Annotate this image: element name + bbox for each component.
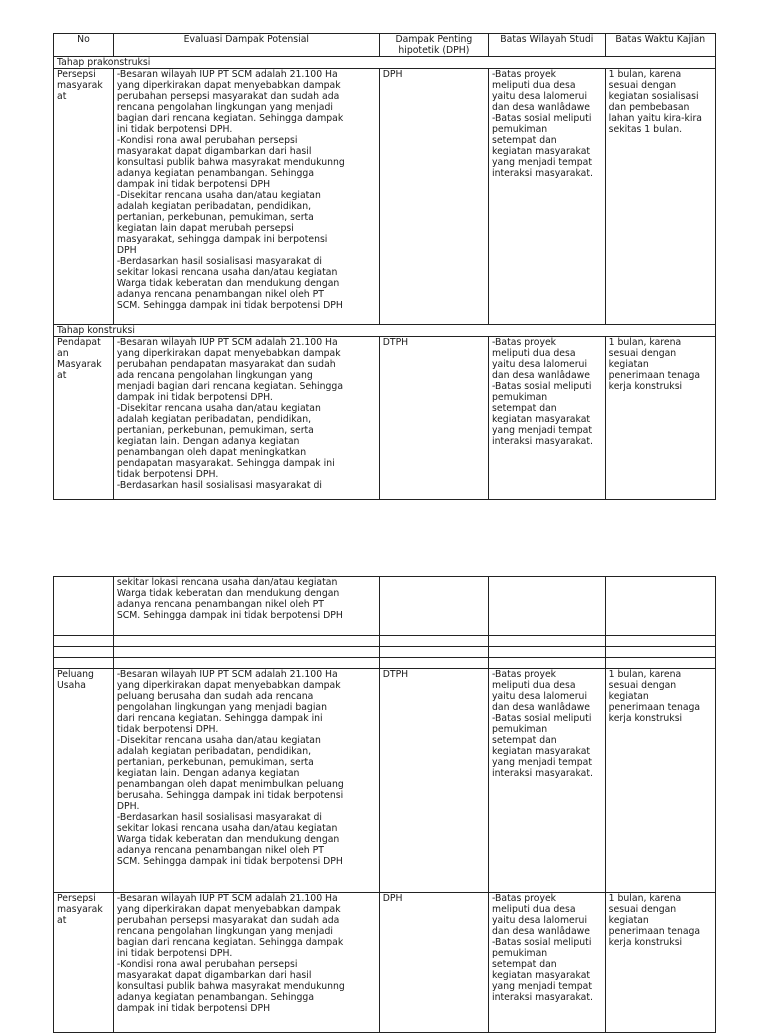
table-row bbox=[54, 577, 716, 636]
row-batas-wilayah bbox=[489, 577, 606, 636]
row-batas-wilayah: -Batas proyek meliputi dua desa yaitu desa lalomerui dan desa wanlâdawe -Batas sosial meliputi pemukiman setempat dan kegiatan masyarakat yang menjadi tempat interaksi masyarakat. bbox=[489, 337, 606, 500]
row-batas-waktu: 1 bulan, karena sesuai dengan kegiatan sosialisasi dan pembebasan lahan yaitu kira-kira sekitas 1 bulan. bbox=[605, 69, 715, 325]
row-batas-wilayah: -Batas proyek meliputi dua desa yaitu desa lalomerui dan desa wanlâdawe -Batas sosial meliputi pemukiman setempat dan kegiatan masyarakat yang menjadi tempat interaksi masyarakat. bbox=[489, 669, 606, 893]
row-dampak: DPH bbox=[379, 69, 488, 325]
table-row bbox=[54, 337, 716, 500]
impact-table-page-1 bbox=[53, 33, 716, 500]
row-dampak: DTPH bbox=[379, 337, 488, 500]
row-evaluasi: -Besaran wilayah IUP PT SCM adalah 21.100 Ha yang diperkirakan dapat menyebabkan dampak perubahan persepsi masyarakat dan sudah ada rencana pengolahan lingkungan yang menjadi bagian dari rencana kegiatan. Sehingga dampak ini tidak berpotensi DPH. -Kondisi rona awal perubahan persepsi masyarakat dapat digambarkan dari hasil konsultasi publik bahwa masyrakat mendukunng adanya kegiatan penambangan. Sehingga dampak ini tidak berpotensi DPH -Disekitar rencana usaha dan/atau kegiatan adalah kegiatan peribadatan, pendidikan, pertanian, perkebunan, pemukiman, serta kegiatan lain dapat merubah persepsi masyarakat, sehingga dampak ini berpotensi DPH -Berdasarkan hasil sosialisasi masyarakat di sekitar lokasi rencana usaha dan/atau kegiatan Warga tidak keberatan dan mendukung dengan adanya rencana penambangan nikel oleh PT SCM. Sehingga dampak ini tidak berpotensi DPH bbox=[113, 69, 379, 325]
impact-table-page-2 bbox=[53, 576, 716, 1033]
header-dampak: Dampak Penting hipotetik (DPH) bbox=[379, 34, 488, 57]
row-evaluasi: -Besaran wilayah IUP PT SCM adalah 21.100 Ha yang diperkirakan dapat menyebabkan dampak perubahan persepsi masyarakat dan sudah ada rencana pengolahan lingkungan yang menjadi bagian dari rencana kegiatan. Sehingga dampak ini tidak berpotensi DPH. -Kondisi rona awal perubahan persepsi masyarakat dapat digambarkan dari hasil konsultasi publik bahwa masyrakat mendukunng adanya kegiatan penambangan. Sehingga dampak ini tidak berpotensi DPH bbox=[113, 893, 379, 1033]
table-row bbox=[54, 69, 716, 325]
row-batas-waktu: 1 bulan, karena sesuai dengan kegiatan penerimaan tenaga kerja konstruksi bbox=[605, 893, 715, 1033]
row-no bbox=[54, 577, 114, 636]
header-evaluasi: Evaluasi Dampak Potensial bbox=[113, 34, 379, 57]
empty-row bbox=[54, 647, 716, 658]
row-batas-waktu: 1 bulan, karena sesuai dengan kegiatan penerimaan tenaga kerja konstruksi bbox=[605, 669, 715, 893]
row-batas-waktu: 1 bulan, karena sesuai dengan kegiatan penerimaan tenaga kerja konstruksi bbox=[605, 337, 715, 500]
table-row bbox=[54, 893, 716, 1033]
row-no: Pendapat an Masyarak at bbox=[54, 337, 114, 500]
header-batas-waktu: Batas Waktu Kajian bbox=[605, 34, 715, 57]
row-no: Peluang Usaha bbox=[54, 669, 114, 893]
row-dampak: DTPH bbox=[379, 669, 488, 893]
row-no: Persepsi masyarak at bbox=[54, 69, 114, 325]
section-konstruksi: Tahap konstruksi bbox=[54, 325, 716, 337]
row-evaluasi: sekitar lokasi rencana usaha dan/atau kegiatan Warga tidak keberatan dan mendukung dengan adanya rencana penambangan nikel oleh PT SCM. Sehingga dampak ini tidak berpotensi DPH bbox=[113, 577, 379, 636]
row-batas-wilayah: -Batas proyek meliputi dua desa yaitu desa lalomerui dan desa wanlâdawe -Batas sosial meliputi pemukiman setempat dan kegiatan masyarakat yang menjadi tempat interaksi masyarakat. bbox=[489, 69, 606, 325]
row-evaluasi: -Besaran wilayah IUP PT SCM adalah 21.100 Ha yang diperkirakan dapat menyebabkan dampak peluang berusaha dan sudah ada rencana pengolahan lingkungan yang menjadi bagian dari rencana kegiatan. Sehingga dampak ini tidak berpotensi DPH. -Disekitar rencana usaha dan/atau kegiatan adalah kegiatan peribadatan, pendidikan, pertanian, perkebunan, pemukiman, serta kegiatan lain. Dengan adanya kegiatan penambangan oleh dapat menimbulkan peluang berusaha. Sehingga dampak ini tidak berpotensi DPH. -Berdasarkan hasil sosialisasi masyarakat di sekitar lokasi rencana usaha dan/atau kegiatan Warga tidak keberatan dan mendukung dengan adanya rencana penambangan nikel oleh PT SCM. Sehingga dampak ini tidak berpotensi DPH bbox=[113, 669, 379, 893]
row-no: Persepsi masyarak at bbox=[54, 893, 114, 1033]
table-header-row bbox=[54, 34, 716, 57]
header-no: No bbox=[54, 34, 114, 57]
table-row bbox=[54, 669, 716, 893]
section-row bbox=[54, 325, 716, 337]
row-batas-waktu bbox=[605, 577, 715, 636]
row-evaluasi: -Besaran wilayah IUP PT SCM adalah 21.100 Ha yang diperkirakan dapat menyebabkan dampak perubahan pendapatan masyarakat dan sudah ada rencana pengolahan lingkungan yang menjadi bagian dari rencana kegiatan. Sehingga dampak ini tidak berpotensi DPH. -Disekitar rencana usaha dan/atau kegiatan adalah kegiatan peribadatan, pendidikan, pertanian, perkebunan, pemukiman, serta kegiatan lain. Dengan adanya kegiatan penambangan oleh dapat meningkatkan pendapatan masyarakat. Sehingga dampak ini tidak berpotensi DPH. -Berdasarkan hasil sosialisasi masyarakat di bbox=[113, 337, 379, 500]
row-batas-wilayah: -Batas proyek meliputi dua desa yaitu desa lalomerui dan desa wanlâdawe -Batas sosial meliputi pemukiman setempat dan kegiatan masyarakat yang menjadi tempat interaksi masyarakat. bbox=[489, 893, 606, 1033]
section-prakonstruksi: Tahap prakonstruksi bbox=[54, 57, 716, 69]
row-dampak: DPH bbox=[379, 893, 488, 1033]
header-batas-wilayah: Batas Wilayah Studi bbox=[489, 34, 606, 57]
empty-row bbox=[54, 636, 716, 647]
empty-row bbox=[54, 658, 716, 669]
row-dampak bbox=[379, 577, 488, 636]
section-row bbox=[54, 57, 716, 69]
